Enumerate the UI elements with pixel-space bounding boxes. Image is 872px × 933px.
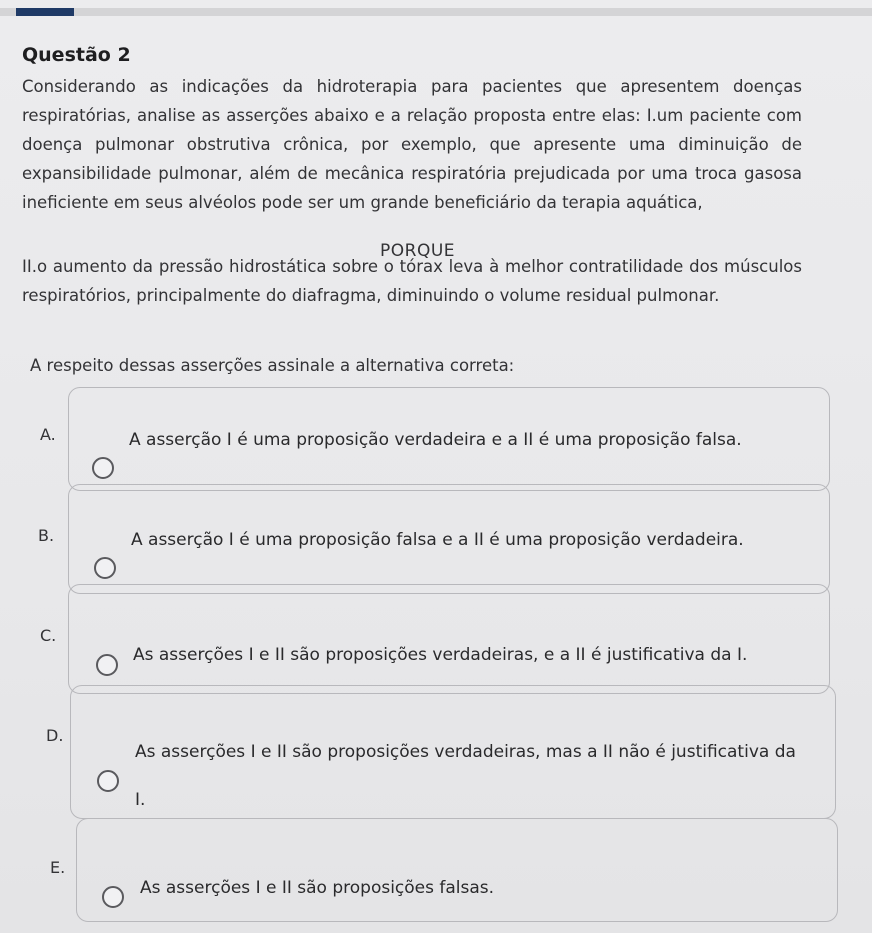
option-c-letter: C. (40, 626, 57, 645)
option-a-letter: A. (40, 425, 56, 444)
question-title: Questão 2 (22, 44, 131, 66)
option-e-letter: E. (50, 858, 66, 877)
option-d-radio[interactable] (97, 770, 119, 792)
option-e-text[interactable]: As asserções I e II são proposições falsas. (140, 878, 495, 898)
option-d-text[interactable]: As asserções I e II são proposições verdadeiras, mas a II não é justificativa da I. (135, 742, 796, 810)
option-e-radio[interactable] (102, 886, 124, 908)
option-b-radio[interactable] (94, 557, 116, 579)
option-c-text[interactable]: As asserções I e II são proposições verdadeiras, e a II é justificativa da I. (133, 645, 748, 665)
assertion-one: Considerando as indicações da hidroterapia para pacientes que apresentem doenças respiratórias, analise as asserções abaixo e a relação proposta entre elas: I.um paciente com doença pulmonar obstrutiva crônica, por exemplo, que apresente uma diminuição de expansibilidade pulmonar, além de mecânica respiratória prejudicada por uma troca gasosa ineficiente em seus alvéolos pode ser um grande beneficiário da terapia aquática, (22, 77, 802, 212)
option-e[interactable] (76, 818, 838, 922)
option-a-text[interactable]: A asserção I é uma proposição verdadeira e a II é uma proposição falsa. (129, 430, 742, 450)
option-d-letter: D. (46, 726, 64, 745)
option-c[interactable] (68, 584, 830, 694)
progress-track (0, 8, 872, 16)
option-c-radio[interactable] (96, 654, 118, 676)
connector-porque: PORQUE (380, 241, 456, 261)
assertion-two: II.o aumento da pressão hidrostática sobre o tórax leva à melhor contratilidade dos músculos respiratórios, principalmente do diafragma, diminuindo o volume residual pulmonar. (22, 257, 802, 305)
question-prompt: A respeito dessas asserções assinale a alternativa correta: (30, 356, 515, 375)
option-b-letter: B. (38, 526, 55, 545)
option-b-text[interactable]: A asserção I é uma proposição falsa e a II é uma proposição verdadeira. (131, 530, 744, 550)
progress-indicator (16, 8, 74, 16)
option-a-radio[interactable] (92, 457, 114, 479)
